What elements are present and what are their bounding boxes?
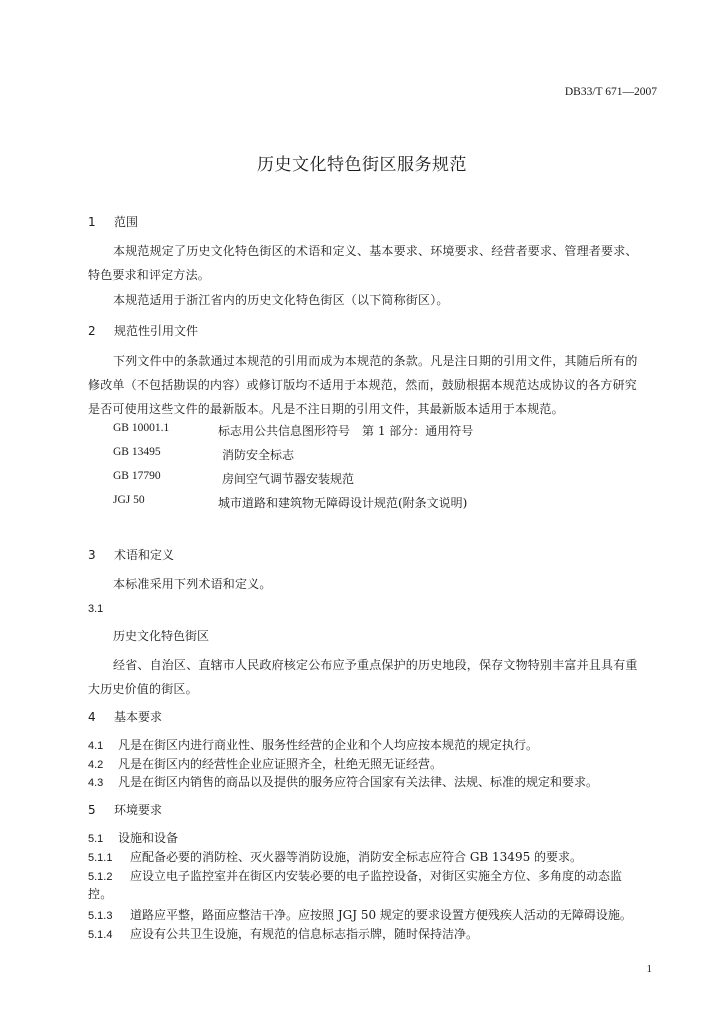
section-5-heading <box>88 801 162 818</box>
standard-number: DB33/T 671—2007 <box>564 86 657 98</box>
section-2-heading <box>88 322 198 339</box>
section-number: 4 <box>88 710 96 724</box>
subsection-title: 设施和设备 <box>118 831 179 845</box>
section-number: 2 <box>88 324 96 338</box>
term-definition-line: 大历史价值的街区。 <box>88 682 198 696</box>
clause-text: 凡是在街区内进行商业性、服务性经营的企业和个人均应按本规范的规定执行。 <box>118 738 539 752</box>
page-number: 1 <box>646 963 652 975</box>
section-title: 范围 <box>114 215 139 229</box>
reference-code: JGJ 50 <box>113 494 145 506</box>
clause-number: 4.3 <box>88 777 104 789</box>
section-title: 环境要求 <box>114 803 163 817</box>
section-3-heading <box>88 546 174 563</box>
term-number: 3.1 <box>88 603 104 615</box>
document-title: 历史文化特色街区服务规范 <box>257 155 467 175</box>
clause <box>88 925 478 942</box>
reference-code: GB 13495 <box>113 446 161 458</box>
reference-code: GB 10001.1 <box>113 422 170 434</box>
term-definition-line: 经省、自治区、直辖市人民政府核定公布应予重点保护的历史地段，保存文物特别丰富并且具有重 <box>113 658 638 672</box>
clause-number: 5.1.1 <box>88 852 113 864</box>
reference-title: 房间空气调节器安装规范 <box>222 472 355 486</box>
term-name: 历史文化特色街区 <box>113 629 210 643</box>
clause <box>88 867 622 884</box>
section-title: 术语和定义 <box>114 548 175 562</box>
clause-number: 5.1.2 <box>88 871 113 883</box>
reference-title: 消防安全标志 <box>222 448 295 462</box>
section-3-intro: 本标准采用下列术语和定义。 <box>113 577 272 591</box>
section-1-paragraph: 本规范适用于浙江省内的历史文化特色街区（以下简称街区）。 <box>113 293 449 307</box>
section-title: 规范性引用文件 <box>114 324 199 338</box>
section-1-paragraph-line: 特色要求和评定方法。 <box>88 268 211 282</box>
subsection-heading <box>88 829 178 846</box>
clause-number: 5.1.4 <box>88 929 113 941</box>
section-number: 1 <box>88 215 96 229</box>
section-number: 5 <box>88 803 96 817</box>
clause-text: 道路应平整，路面应整洁干净。应按照 JGJ 50 规定的要求设置方便残疾人活动的无障碍设施。 <box>130 908 632 922</box>
section-2-paragraph-line: 下列文件中的条款通过本规范的引用而成为本规范的条款。凡是注日期的引用文件，其随后所有的 <box>113 354 638 368</box>
clause <box>88 755 442 772</box>
clause-continuation: 控。 <box>88 887 113 901</box>
clause-text: 应配备必要的消防栓、灭火器等消防设施，消防安全标志应符合 GB 13495 的要求。 <box>130 850 583 864</box>
clause <box>88 773 598 790</box>
clause-text: 凡是在街区内销售的商品以及提供的服务应符合国家有关法律、法规、标准的规定和要求。 <box>118 775 599 789</box>
subsection-number: 5.1 <box>88 833 104 845</box>
section-4-heading <box>88 708 162 725</box>
section-1-heading <box>88 213 138 230</box>
section-2-paragraph-line: 是否可使用这些文件的最新版本。凡是不注日期的引用文件，其最新版本适用于本规范。 <box>88 402 564 416</box>
clause-text: 凡是在街区内的经营性企业应证照齐全，杜绝无照无证经营。 <box>118 757 443 771</box>
clause-text: 应设立电子监控室并在街区内安装必要的电子监控设备，对街区实施全方位、多角度的动态监 <box>130 869 623 883</box>
clause <box>88 848 582 865</box>
clause-number: 4.2 <box>88 759 104 771</box>
clause-number: 5.1.3 <box>88 910 113 922</box>
section-2-paragraph-line: 修改单（不包括勘误的内容）或修订版均不适用于本规范，然而，鼓励根据本规范达成协议的各方研究 <box>88 378 638 392</box>
clause <box>88 906 632 923</box>
reference-code: GB 17790 <box>113 470 161 482</box>
reference-title: 标志用公共信息图形符号 第 1 部分：通用符号 <box>218 424 474 438</box>
section-number: 3 <box>88 548 96 562</box>
clause-text: 应设有公共卫生设施，有规范的信息标志指示牌，随时保持洁净。 <box>130 927 479 941</box>
clause <box>88 736 538 753</box>
reference-title: 城市道路和建筑物无障碍设计规范(附条文说明) <box>218 496 468 510</box>
section-1-paragraph-line: 本规范规定了历史文化特色街区的术语和定义、基本要求、环境要求、经营者要求、管理者要求、 <box>113 244 638 258</box>
clause-number: 4.1 <box>88 740 104 752</box>
section-title: 基本要求 <box>114 710 163 724</box>
